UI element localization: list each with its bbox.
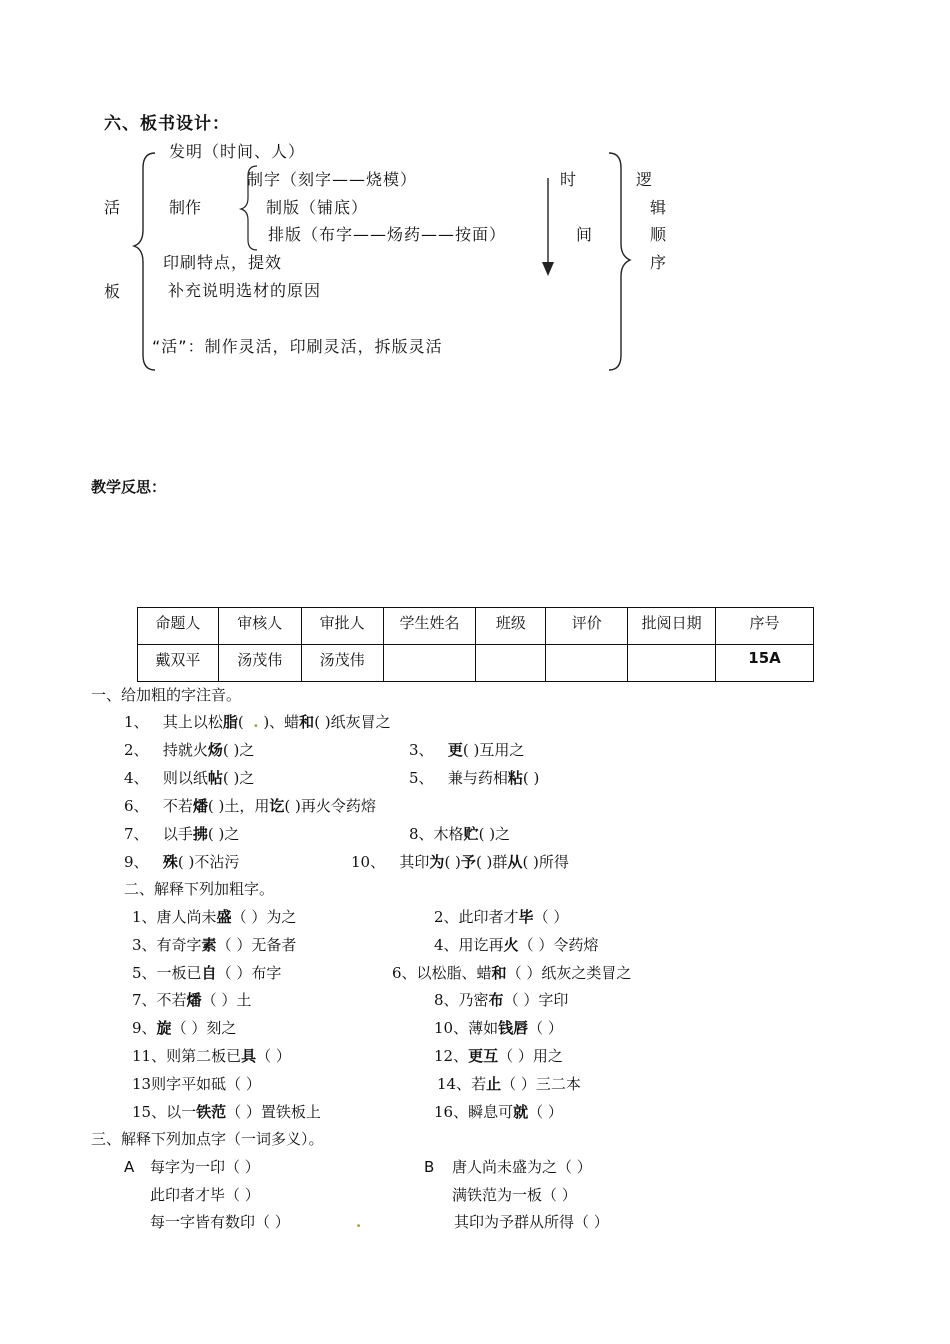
table-header-cell: 审批人 [301,608,383,645]
polysemy-item: 其印为予群从所得（ ） [454,1213,609,1231]
question-item: 5、 兼与药相粘( ) [409,769,540,787]
board-time-char: 时 [560,170,577,189]
question-item: 3、有奇字素（ ）无备者 [132,935,297,954]
question-item: 15、以一铁范（ ）置铁板上 [132,1102,321,1121]
table-cell [546,645,628,682]
table-header-row [138,608,814,645]
question-item: 4、用讫再火（ ）令药熔 [434,935,599,954]
dot-mark: . [356,1213,362,1231]
board-logic-char: 辑 [650,198,667,217]
question-item: 12、更互（ ）用之 [434,1047,563,1065]
question-item: 8、木格贮( )之 [409,825,511,843]
question-item: 7、 以手拂( )之 [124,825,240,843]
question-item: 8、乃密布（ ）字印 [434,991,569,1010]
table-cell-serial: 15A [716,645,814,682]
question-item: 14、若止（ ）三二本 [437,1074,581,1093]
board-make: 制作 [169,198,202,217]
board-sub-item: 排版（布字——炀药——按面） [268,225,507,244]
board-logic-char: 逻 [636,170,653,189]
board-logic-char: 序 [650,253,667,272]
polysemy-item: 此印者才毕（ ） [150,1186,260,1204]
question-item: 10、薄如钱唇（ ） [434,1019,563,1038]
table-header-cell: 审核人 [218,608,301,645]
table-header-cell: 命题人 [138,608,219,645]
question-item: 2、 持就火炀( )之 [124,741,255,759]
reflection-label: 教学反思： [91,478,167,496]
board-feature: 印刷特点，提效 [163,253,283,272]
table-cell [476,645,546,682]
group-label-a: A [124,1158,135,1176]
table-header-cell: 序号 [716,608,814,645]
question-item: 7、不若燔（ ）土 [132,991,252,1010]
right-brace [609,153,630,370]
table-row [138,645,814,682]
time-arrow-head [542,262,554,276]
question-item: 9、旋（ ）刻之 [132,1019,237,1038]
table-cell: 汤茂伟 [218,645,301,682]
question-item: 5、一板已自（ ）布字 [132,963,282,982]
polysemy-item: 每一字皆有数印（ ） [150,1213,290,1231]
table-cell: 汤茂伟 [301,645,383,682]
question-item: 13则字平如砥（ ） [132,1074,261,1093]
board-huo: “活”：制作灵活，印刷灵活，拆版灵活 [152,337,443,356]
question-item: 4、 则以纸帖( )之 [124,769,255,787]
section1-title: 一、给加粗的字注音。 [91,686,242,704]
board-sub-item: 制字（刻字——烧模） [247,170,418,189]
question-item: 10、 其印为( )予( )群从( )所得 [351,853,569,871]
board-supplement: 补充说明选材的原因 [168,281,322,300]
board-heading: 六、板书设计： [104,114,230,134]
table-cell [383,645,476,682]
table-cell: 戴双平 [138,645,219,682]
question-item: 3、 更( )互用之 [409,741,525,759]
question-item: 1、唐人尚未盛（ ）为之 [132,908,297,926]
question-item: 1、 其上以松脂( . )、蜡和( )纸灰冒之 [124,713,391,731]
table-header-cell: 学生姓名 [383,608,476,645]
question-item: 2、此印者才毕（ ） [434,908,569,926]
board-left-char: 板 [104,282,121,301]
section2-title: 二、解释下列加粗字。 [124,880,275,898]
board-left-char: 活 [104,198,121,217]
table-header-cell: 评价 [546,608,628,645]
question-item: 16、瞬息可就（ ） [434,1102,563,1121]
question-item: 6、 不若燔( )土，用讫( )再火令药熔 [124,797,376,815]
polysemy-item: 每字为一印（ ） [150,1158,260,1176]
polysemy-item: 唐人尚未盛为之（ ） [452,1158,592,1176]
board-invent: 发明（时间、人） [169,142,306,161]
polysemy-item: 满铁范为一板（ ） [452,1186,577,1204]
board-time-char: 间 [576,225,593,244]
question-item: 6、以松脂、蜡和（ ）纸灰之类冒之 [392,963,632,982]
table-cell [628,645,716,682]
table-header-cell: 班级 [476,608,546,645]
question-item: 9、 殊( )不沾污 [124,853,240,871]
info-table [137,607,814,682]
board-sub-item: 制版（铺底） [266,198,369,217]
section3-title: 三、解释下列加点字（一词多义）。 [91,1130,324,1148]
question-item: 11、则第二板已具（ ） [132,1047,291,1065]
group-label-b: B [424,1158,435,1176]
table-header-cell: 批阅日期 [628,608,716,645]
board-logic-char: 顺 [650,225,667,244]
